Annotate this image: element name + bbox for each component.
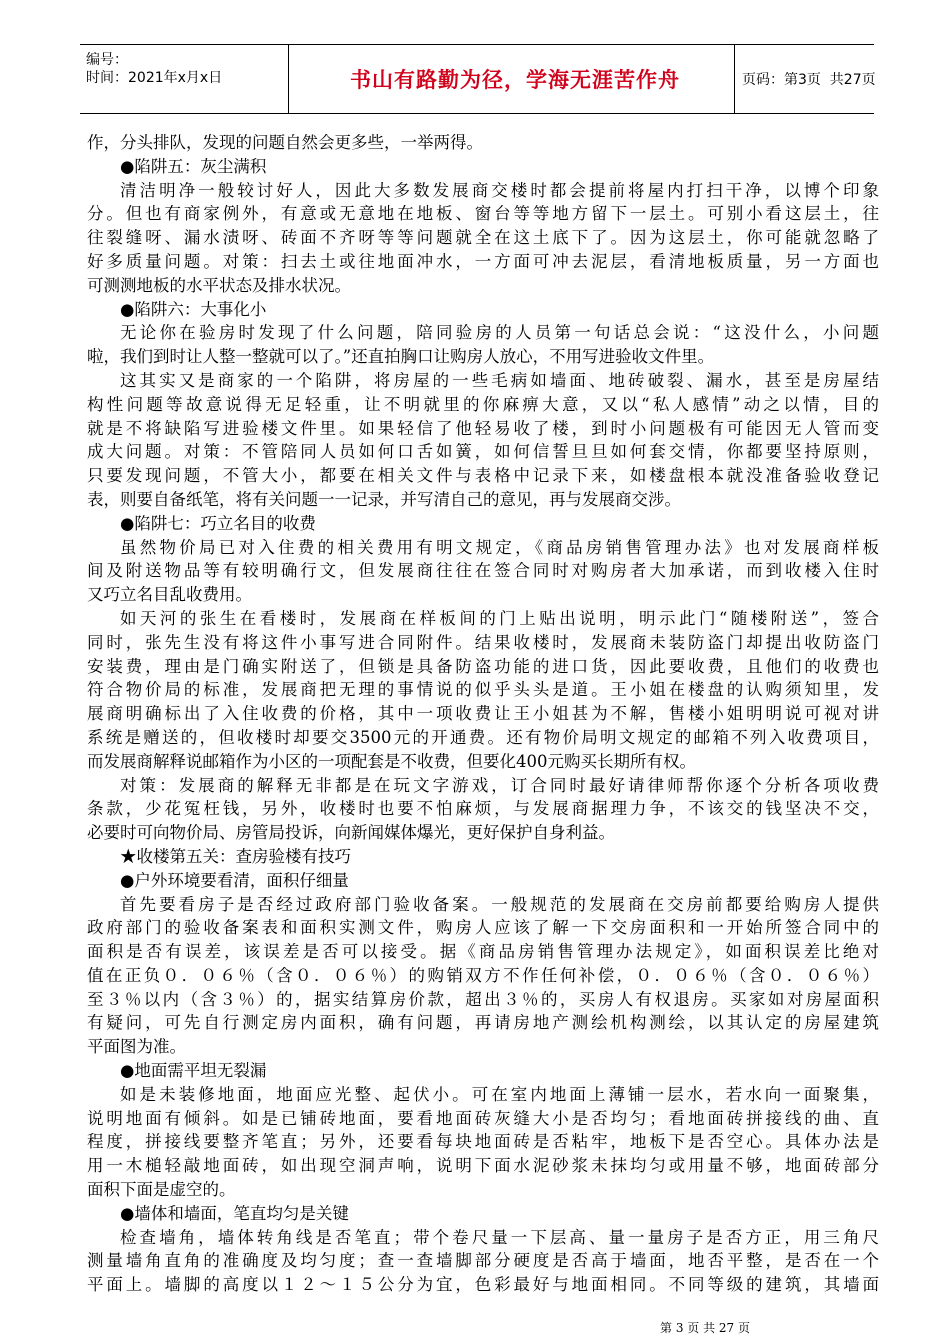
text-line: 而发展商解释说邮箱作为小区的一项配套是不收费，但要化400元购买长期所有权。 [87,751,696,771]
text-line: 符合物价局的标准，发展商把无理的事情说的似乎头头是道。王小姐在楼盘的认购须知里，发 [87,680,879,700]
header-divider-left [288,45,289,113]
header-motto: 书山有路勤为径，学海无涯苦作舟 [350,68,680,92]
text-line: 展商明确标出了入住收费的价格，其中一项收费让王小姐甚为不解，售楼小姐明明说可视对讲 [87,704,879,724]
text-line: 程度，拼接线要整齐笔直；另外，还要看每块地面砖是否粘牢，地板下是否空心。具体办法是 [87,1132,879,1152]
text-line: 就是不将缺陷写进验楼文件里。如果轻信了他轻易收了楼，到时小问题极有可能因无人管而变 [87,418,879,438]
text-line: 同时，张先生没有将这件小事写进合同附件。结果收楼时，发展商未装防盗门却提出收防盗门 [87,632,879,652]
header-meta [86,51,222,87]
text-line: 面积是否有误差，该误差是否可以接受。据《商品房销售管理办法规定》，如面积误差比绝对 [87,942,879,962]
header-number-label: 编号： [86,52,128,68]
text-line: 只要发现问题，不管大小，都要在相关文件与表格中记录下来，如楼盘根本就没准备验收登记 [87,466,879,486]
text-line: ●陷阱六：大事化小 [120,299,267,319]
text-line: ★收楼第五关：查房验楼有技巧 [120,846,351,866]
text-line: 有疑问，可先自行测定房内面积，确有问题，再请房地产测绘机构测绘，以其认定的房屋建筑 [87,1013,879,1033]
text-line: 首先要看房子是否经过政府部门验收备案。一般规范的发展商在交房前都要给购房人提供 [120,894,879,914]
header-page-label: 页码：第3页 共27页 [742,72,876,88]
text-line: 用一木槌轻敲地面砖，如出现空洞声响，说明下面水泥砂浆未抹均匀或用量不够，地面砖部分 [87,1156,879,1176]
text-line: 系统是赠送的，但收楼时却要交3500元的开通费。还有物价局明文规定的邮箱不列入收费项目， [87,727,879,747]
text-line: ●陷阱七：巧立名目的收费 [120,513,316,533]
text-line: ●户外环境要看清，面积仔细量 [120,870,349,890]
text-line: 这其实又是商家的一个陷阱，将房屋的一些毛病如墙面、地砖破裂、漏水，甚至是房屋结 [120,370,879,390]
header-divider-right [734,45,735,113]
text-line: 条款，少花冤枉钱，另外，收楼时也要不怕麻烦，与发展商据理力争，不该交的钱坚决不交， [87,799,879,819]
page-footer: 第 3 页 共 27 页 [660,1321,750,1335]
page-header [80,44,874,114]
text-line: 又巧立名目乱收费用。 [87,585,252,605]
text-line: 检查墙角，墙体转角线是否笔直；带个卷尺量一下层高、量一量房子是否方正，用三角尺 [120,1227,879,1247]
text-line: 至３％以内（含３％）的，据实结算房价款，超出３％的，买房人有权退房。买家如对房屋面积 [87,989,879,1009]
text-line: 无论你在验房时发现了什么问题，陪同验房的人员第一句话总会说：“这没什么，小问题 [120,323,879,343]
text-line: 平面图为准。 [87,1037,186,1057]
text-line: 安装费，理由是门确实附送了，但锁是具备防盗功能的进口货，因此要收费，且他们的收费也 [87,656,879,676]
text-line: 如天河的张生在看楼时，发展商在样板间的门上贴出说明，明示此门“随楼附送”，签合 [120,608,879,628]
text-line: 表，则要自备纸笔，将有关问题一一记录，并写清自己的意见，再与发展商交涉。 [87,489,681,509]
text-line: 间及附送物品等有较明确行文，但发展商往往在签合同时对购房者大加承诺，而到收楼入住时 [87,561,879,581]
text-line: 说明地面有倾斜。如是已铺砖地面，要看地面砖灰缝大小是否均匀；看地面砖拼接线的曲、直 [87,1108,879,1128]
text-line: 面积下面是虚空的。 [87,1180,236,1200]
text-line: 作，分头排队，发现的问题自然会更多些，一举两得。 [87,133,483,152]
text-line: 测量墙角直角的准确度及均匀度；查一查墙脚部分硬度是否高于墙面，地否平整，是否在一个 [87,1251,879,1271]
document-body [87,131,879,1297]
text-line: 政府部门的验收备案表和面积实测文件，购房人应该了解一下交房面积和一开始所签合同中的 [87,918,879,938]
text-line: 对策：发展商的解释无非都是在玩文字游戏，订合同时最好请律师帮你逐个分析各项收费 [120,775,879,795]
text-line: ●陷阱五：灰尘满积 [120,156,267,176]
text-line: 构性问题等故意说得无足轻重，让不明就里的你麻痹大意，又以“私人感情”动之以情，目的 [87,394,879,414]
text-line: 好多质量问题。对策：扫去土或往地面冲水，一方面可冲去泥层，看清地板质量，另一方面也 [87,251,879,271]
text-line: 如是未装修地面，地面应光整、起伏小。可在室内地面上薄铺一层水，若水向一面聚集， [120,1084,879,1104]
text-line: 可测测地板的水平状态及排水状况。 [87,275,351,295]
text-line: 分。但也有商家例外，有意或无意地在地板、窗台等等地方留下一层土。可别小看这层土，往 [87,204,879,224]
text-line: ●地面需平坦无裂漏 [120,1061,267,1081]
text-line: 成大问题。对策：不管陪同人员如何口舌如簧，如何信誓旦旦如何套交情，你都要坚持原则， [87,442,879,462]
text-line: 清洁明净一般较讨好人，因此大多数发展商交楼时都会提前将屋内打扫干净，以博个印象 [120,180,879,200]
text-line: 啦，我们到时让人整一整就可以了。”还直拍胸口让购房人放心，不用写进验收文件里。 [87,347,715,367]
text-line: 虽然物价局已对入住费的相关费用有明文规定，《商品房销售管理办法》也对发展商样板 [120,537,879,557]
text-line: 平面上。墙脚的高度以１２～１５公分为宜，色彩最好与地面相同。不同等级的建筑，其墙面 [87,1275,879,1295]
text-line: 必要时可向物价局、房管局投诉，向新闻媒体爆光，更好保护自身利益。 [87,823,615,843]
header-time-label: 时间：2021年x月x日 [86,70,223,86]
text-line: 往裂缝呀、漏水渍呀、砖面不齐呀等等问题就全在这土底下了。因为这层土，你可能就忽略了 [87,228,879,248]
text-line: ●墙体和墙面，笔直均匀是关键 [120,1203,349,1223]
text-line: 值在正负０．０６％（含０．０６％）的购销双方不作任何补偿，０．０６％（含０．０６％） [87,965,879,985]
